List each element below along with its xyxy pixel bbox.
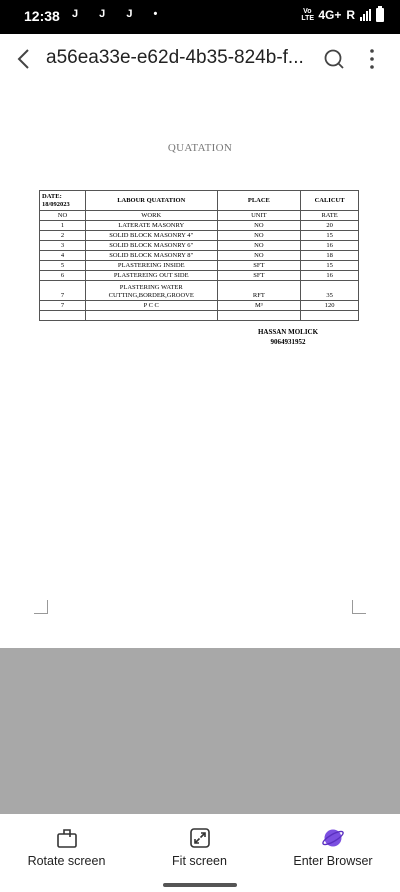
row-unit: M³: [217, 301, 301, 311]
signature-block: [248, 327, 328, 347]
row-work: PLASTEREING INSIDE: [85, 261, 217, 271]
row-rate: 120: [301, 301, 359, 311]
row-unit: RFT: [217, 281, 301, 301]
table-row: [40, 221, 359, 231]
page-corner-mark: [352, 600, 366, 614]
status-right: [301, 8, 384, 22]
table-row: [40, 231, 359, 241]
row-work: LATERATE MASONRY: [85, 221, 217, 231]
row-unit: SFT: [217, 261, 301, 271]
volte-icon: Vo LTE: [301, 8, 315, 22]
fit-screen-button[interactable]: [133, 814, 266, 884]
app-bar: [0, 34, 400, 84]
status-time: 12:38: [24, 8, 60, 24]
viewer-background: [0, 648, 400, 814]
col-no: NO: [40, 211, 86, 221]
notification-icons: J J J •: [72, 8, 167, 20]
column-header-row: [40, 211, 359, 221]
row-work: SOLID BLOCK MASONRY 8": [85, 251, 217, 261]
table-row: [40, 241, 359, 251]
document-page[interactable]: [0, 84, 400, 648]
search-icon[interactable]: [322, 47, 346, 71]
row-work: SOLID BLOCK MASONRY 6": [85, 241, 217, 251]
row-rate: 18: [301, 251, 359, 261]
signal-icon: [360, 9, 371, 21]
table-header-row: [40, 191, 359, 211]
fit-screen-label: Fit screen: [172, 854, 227, 868]
header-title-cell: LABOUR QUATATION: [85, 191, 217, 211]
header-place-cell: PLACE: [217, 191, 301, 211]
bottom-toolbar: [0, 814, 400, 892]
table-row: [40, 251, 359, 261]
fit-screen-icon: [188, 826, 212, 850]
row-rate: 16: [301, 241, 359, 251]
row-rate: 20: [301, 221, 359, 231]
row-unit: NO: [217, 221, 301, 231]
status-bar: [0, 0, 400, 34]
enter-browser-label: Enter Browser: [293, 854, 373, 868]
row-no: 2: [40, 231, 86, 241]
signature-name: HASSAN MOLICK: [257, 328, 319, 336]
row-work: P C C: [85, 301, 217, 311]
enter-browser-button[interactable]: [266, 814, 400, 884]
row-rate: 15: [301, 261, 359, 271]
row-work: SOLID BLOCK MASONRY 4": [85, 231, 217, 241]
browser-planet-icon: [321, 826, 345, 850]
row-work: PLASTERING WATER CUTTING,BORDER,GROOVE: [85, 281, 217, 301]
row-rate: 16: [301, 271, 359, 281]
row-no: 7: [40, 301, 86, 311]
rotate-screen-label: Rotate screen: [27, 854, 106, 868]
rotate-screen-button[interactable]: [0, 814, 133, 884]
row-unit: NO: [217, 231, 301, 241]
page-corner-mark: [34, 600, 48, 614]
row-no: 5: [40, 261, 86, 271]
row-no: 4: [40, 251, 86, 261]
date-cell: DATE: 18/092023: [40, 191, 86, 211]
row-rate: 35: [301, 281, 359, 301]
col-work: WORK: [85, 211, 217, 221]
row-no: 3: [40, 241, 86, 251]
empty-row: [40, 311, 359, 321]
row-unit: SFT: [217, 271, 301, 281]
header-city-cell: CALICUT: [301, 191, 359, 211]
network-type: 4G+: [318, 8, 342, 22]
document-filename: a56ea33e-e62d-4b35-824b-f...: [46, 47, 304, 68]
col-rate: RATE: [301, 211, 359, 221]
more-options-icon[interactable]: [364, 48, 380, 70]
col-unit: UNIT: [217, 211, 301, 221]
quotation-table: [39, 190, 359, 321]
back-arrow-icon[interactable]: [14, 47, 36, 71]
row-no: 6: [40, 271, 86, 281]
document-title: QUATATION: [167, 142, 233, 154]
row-unit: NO: [217, 241, 301, 251]
roaming-indicator: R: [346, 8, 355, 22]
home-indicator[interactable]: [163, 883, 237, 887]
table-row: [40, 271, 359, 281]
table-row: [40, 301, 359, 311]
table-row: [40, 261, 359, 271]
row-unit: NO: [217, 251, 301, 261]
row-no: 7: [40, 281, 86, 301]
battery-icon: [376, 8, 384, 22]
rotate-screen-icon: [55, 826, 79, 850]
row-rate: 15: [301, 231, 359, 241]
signature-phone: 9064931952: [270, 338, 306, 346]
row-work: PLASTEREING OUT SIDE: [85, 271, 217, 281]
row-no: 1: [40, 221, 86, 231]
table-row: [40, 281, 359, 301]
